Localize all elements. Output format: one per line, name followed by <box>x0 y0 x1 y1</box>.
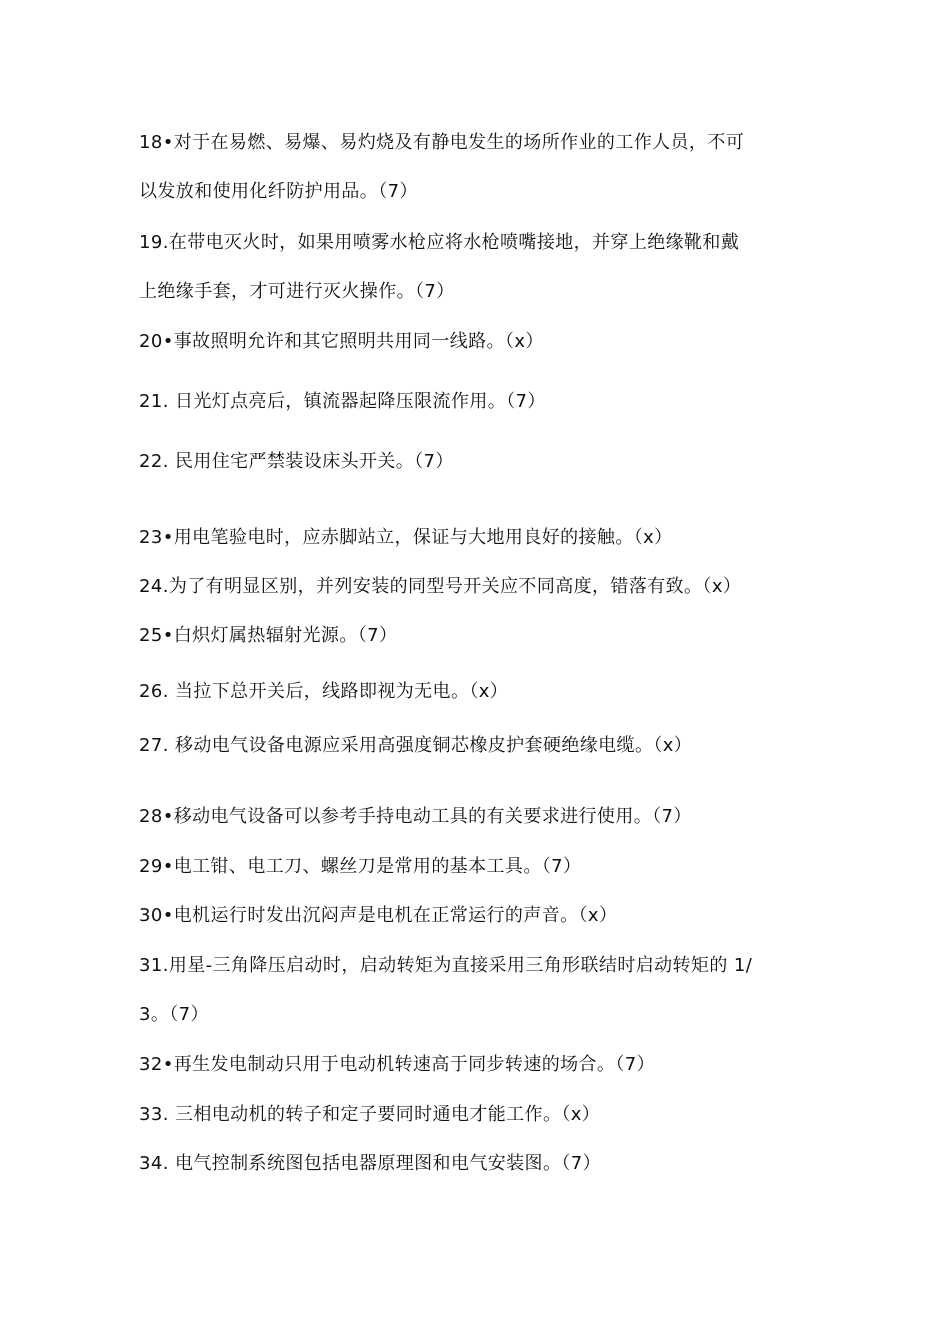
line-item-23: 23•用电笔验电时，应赤脚站立，保证与大地用良好的接触。（x） <box>139 527 673 548</box>
line-item-21: 21. 日光灯点亮后，镇流器起降压限流作用。（7） <box>139 391 546 412</box>
line-item-27: 27. 移动电气设备电源应采用高强度铜芯橡皮护套硬绝缘电缆。（x） <box>139 735 693 756</box>
line-item-32: 32•再生发电制动只用于电动机转速高于同步转速的场合。（7） <box>139 1054 655 1075</box>
line-item-19b: 上绝缘手套，才可进行灭火操作。（7） <box>139 281 455 302</box>
line-item-24: 24.为了有明显区别，并列安装的同型号开关应不同高度，错落有致。（x） <box>139 576 742 597</box>
line-item-20: 20•事故照明允许和其它照明共用同一线路。（x） <box>139 331 544 352</box>
line-item-34: 34. 电气控制系统图包括电器原理图和电气安装图。（7） <box>139 1153 601 1174</box>
line-item-30: 30•电机运行时发出沉闷声是电机在正常运行的声音。（x） <box>139 905 618 926</box>
line-item-33: 33. 三相电动机的转子和定子要同时通电才能工作。（x） <box>139 1104 601 1125</box>
line-item-26: 26. 当拉下总开关后，线路即视为无电。（x） <box>139 681 509 702</box>
line-item-31b: 3。（7） <box>139 1004 209 1025</box>
line-item-28: 28•移动电气设备可以参考手持电动工具的有关要求进行使用。（7） <box>139 806 692 827</box>
line-item-29: 29•电工钳、电工刀、螺丝刀是常用的基本工具。（7） <box>139 856 582 877</box>
line-item-19a: 19.在带电灭火时，如果用喷雾水枪应将水枪喷嘴接地，并穿上绝缘靴和戴 <box>139 232 740 253</box>
line-item-18a: 18•对于在易燃、易爆、易灼烧及有静电发生的场所作业的工作人员，不可 <box>139 132 745 153</box>
line-item-25: 25•白炽灯属热辐射光源。（7） <box>139 625 398 646</box>
line-item-22: 22. 民用住宅严禁装设床头开关。（7） <box>139 451 454 472</box>
line-item-31a: 31.用星-三角降压启动时，启动转矩为直接采用三角形联结时启动转矩的 1/ <box>139 955 753 976</box>
line-item-18b: 以发放和使用化纤防护用品。（7） <box>139 181 418 202</box>
